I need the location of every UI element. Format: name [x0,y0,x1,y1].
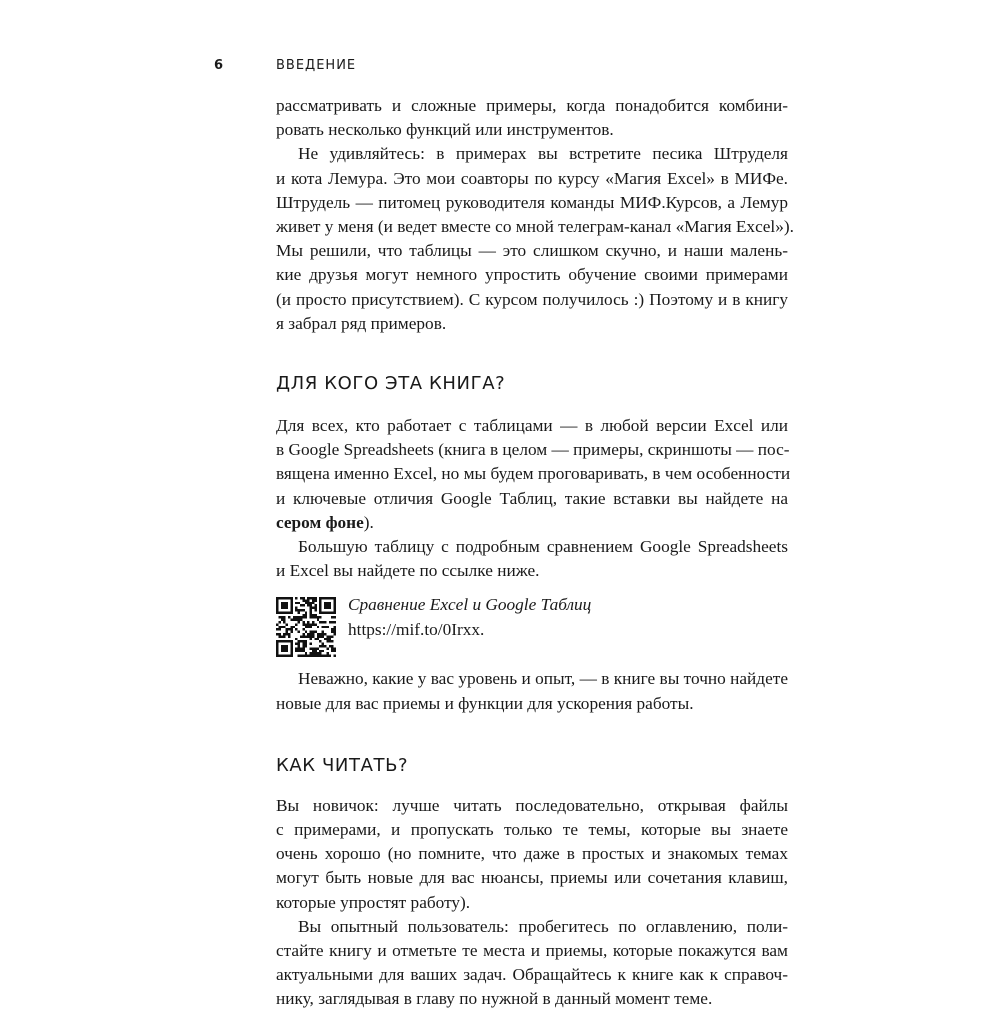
text-line: очень хорошо (но помните, что даже в простых и знакомых темах [276,844,788,864]
qr-caption [348,593,591,641]
text-line: Вы опытный пользователь: пробегитесь по оглавлению, поли- [298,916,788,936]
text-line: Большую таблицу с подробным сравнением Google Spreadsheets [298,537,788,557]
text-line: с примерами, и пропускать только те темы, которые вы знаете [276,820,788,840]
text-line: Не удивляйтесь: в примерах вы встретите песика Штруделя [298,144,788,164]
text-line: Мы решили, что таблицы — это слишком скучно, и наши малень- [276,241,788,261]
text-line: Неважно, какие у вас уровень и опыт, — в книге вы точно найдете [298,669,788,689]
text-line: (и просто присутствием). С курсом получилось :) Поэтому и в книгу [276,289,788,309]
text-line: Вы новичок: лучше читать последовательно, открывая файлы [276,795,788,815]
text-line: Штрудель — питомец руководителя команды МИФ.Курсов, а Лемур [276,192,788,212]
text-line: ровать несколько функций или инструментов. [276,120,614,140]
text-line: я забрал ряд примеров. [276,313,447,333]
text-line: Для всех, кто работает с таблицами — в любой версии Excel или [276,416,788,436]
text-line: вящена именно Excel, но мы будем проговаривать, в чем особенности [276,464,791,484]
text-line: которые упростят работу). [276,892,471,912]
text-line: новые для вас приемы и функции для ускорения работы. [276,693,694,713]
text-line: актуальными для ваших задач. Обращайтесь к книге как к справоч- [276,965,788,985]
text-line: нику, заглядывая в главу по нужной в данный момент теме. [276,989,713,1009]
text-line: и ключевые отличия Google Таблиц, такие вставки вы найдете на [276,488,788,508]
text-line: могут быть новые для вас нюансы, приемы или сочетания клавиш, [276,868,788,888]
text-line: стайте книгу и отметьте те места и приемы, которые покажутся вам [276,941,788,961]
bold-phrase: сером фоне [276,512,364,532]
text-line: рассматривать и сложные примеры, когда понадобится комбини- [276,96,788,115]
text-line: и кота Лемура. Это мои соавторы по курсу «Магия Excel» в МИФе. [276,168,788,188]
text-fragment: ). [363,512,374,532]
text-line: живет у меня (и ведет вместе со мной телеграм-канал «Магия Excel»). [276,217,794,237]
text-line: кие друзья могут немного упростить обучение своими примерами [276,265,788,285]
qr-link-url[interactable]: https://mif.to/0Irxx. [348,619,485,639]
text-line: и Excel вы найдете по ссылке ниже. [276,561,540,581]
body-text [276,94,794,1012]
page-number: 6 [214,58,225,73]
qr-link-block [276,593,788,661]
section-heading: КАК ЧИТАТЬ? [276,754,409,776]
running-head [0,56,1000,78]
text-line [276,511,788,535]
qr-caption-title: Сравнение Excel и Google Таблиц [348,595,592,615]
text-line: в Google Spreadsheets (книга в целом — примеры, скриншоты — пос- [276,440,790,460]
qr-code-icon[interactable] [276,597,336,657]
chapter-title: ВВЕДЕНИЕ [276,58,357,73]
section-heading: ДЛЯ КОГО ЭТА КНИГА? [276,373,506,395]
